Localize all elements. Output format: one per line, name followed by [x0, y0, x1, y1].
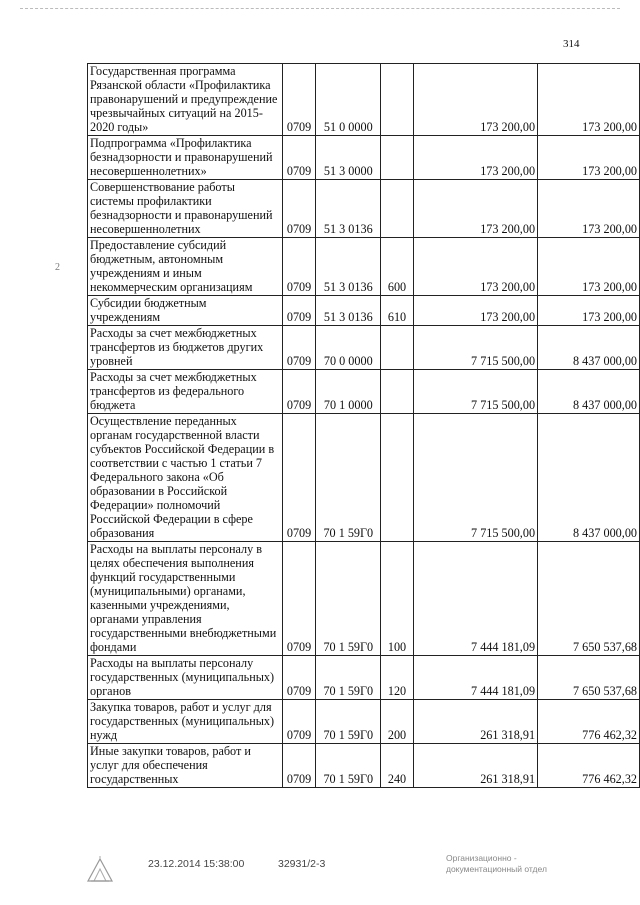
row-name: Государственная программа Рязанской области «Профилактика правонарушений и предупреждение чрезвычайных ситуаций на 2015-2020 годы»: [88, 64, 283, 136]
row-amount-year-2: 173 200,00: [538, 136, 640, 180]
row-target-code: 70 1 59Г0: [316, 414, 381, 542]
row-target-code: 51 0 0000: [316, 64, 381, 136]
emblem-icon: [85, 854, 115, 884]
row-amount-year-1: 7 715 500,00: [413, 370, 537, 414]
row-name: Расходы на выплаты персоналу государственных (муниципальных) органов: [88, 656, 283, 700]
row-section-code: 0709: [282, 136, 316, 180]
row-amount-year-1: 173 200,00: [413, 180, 537, 238]
row-amount-year-2: 173 200,00: [538, 64, 640, 136]
row-name: Субсидии бюджетным учреждениям: [88, 296, 283, 326]
row-section-code: 0709: [282, 370, 316, 414]
row-target-code: 51 3 0136: [316, 238, 381, 296]
row-amount-year-2: 8 437 000,00: [538, 326, 640, 370]
top-scan-border: [20, 8, 620, 9]
row-expense-type: [381, 136, 414, 180]
row-name: Совершенствование работы системы профилактики безнадзорности и правонарушений несовершеннолетних: [88, 180, 283, 238]
row-amount-year-2: 173 200,00: [538, 180, 640, 238]
row-amount-year-1: 261 318,91: [413, 700, 537, 744]
budget-table-body: [88, 64, 640, 788]
row-name: Расходы на выплаты персоналу в целях обеспечения выполнения функций государственными (муниципальными) органами, казенными учреждениями, органами управления государственными внебюджетными фондами: [88, 542, 283, 656]
table-row: [88, 370, 640, 414]
table-row: [88, 326, 640, 370]
row-amount-year-2: 776 462,32: [538, 700, 640, 744]
row-target-code: 70 1 59Г0: [316, 542, 381, 656]
table-row: [88, 180, 640, 238]
row-name: Расходы за счет межбюджетных трансфертов из федерального бюджета: [88, 370, 283, 414]
row-expense-type: 100: [381, 542, 414, 656]
print-timestamp: 23.12.2014 15:38:00: [148, 858, 245, 870]
row-section-code: 0709: [282, 542, 316, 656]
row-amount-year-1: 7 444 181,09: [413, 656, 537, 700]
row-section-code: 0709: [282, 656, 316, 700]
row-section-code: 0709: [282, 700, 316, 744]
row-section-code: 0709: [282, 414, 316, 542]
table-row: [88, 542, 640, 656]
row-amount-year-1: 173 200,00: [413, 136, 537, 180]
table-row: [88, 656, 640, 700]
table-row: [88, 744, 640, 788]
row-amount-year-1: 7 715 500,00: [413, 414, 537, 542]
row-target-code: 70 0 0000: [316, 326, 381, 370]
table-row: [88, 238, 640, 296]
row-amount-year-2: 173 200,00: [538, 238, 640, 296]
row-name: Закупка товаров, работ и услуг для государственных (муниципальных) нужд: [88, 700, 283, 744]
row-amount-year-1: 7 715 500,00: [413, 326, 537, 370]
row-target-code: 51 3 0136: [316, 296, 381, 326]
row-section-code: 0709: [282, 64, 316, 136]
row-name: Расходы за счет межбюджетных трансфертов из бюджетов других уровней: [88, 326, 283, 370]
row-amount-year-2: 776 462,32: [538, 744, 640, 788]
row-amount-year-2: 7 650 537,68: [538, 542, 640, 656]
row-amount-year-1: 173 200,00: [413, 64, 537, 136]
document-number: 32931/2-3: [278, 858, 326, 870]
row-expense-type: [381, 180, 414, 238]
row-target-code: 70 1 59Г0: [316, 656, 381, 700]
margin-mark: 2: [55, 262, 60, 273]
row-target-code: 70 1 59Г0: [316, 744, 381, 788]
row-name: Иные закупки товаров, работ и услуг для обеспечения государственных: [88, 744, 283, 788]
row-amount-year-2: 8 437 000,00: [538, 414, 640, 542]
row-name: Осуществление переданных органам государственной власти субъектов Российской Федерации в соответствии с частью 1 статьи 7 Федерального закона «Об образовании в Российской Федерации» полномочий Российской Федерации в сфере образования: [88, 414, 283, 542]
page-number: 314: [563, 38, 580, 50]
row-expense-type: [381, 370, 414, 414]
budget-table: [87, 63, 640, 788]
page-footer: [0, 850, 640, 905]
row-target-code: 51 3 0000: [316, 136, 381, 180]
row-expense-type: [381, 326, 414, 370]
row-target-code: 70 1 0000: [316, 370, 381, 414]
table-row: [88, 414, 640, 542]
row-amount-year-1: 173 200,00: [413, 296, 537, 326]
row-amount-year-1: 261 318,91: [413, 744, 537, 788]
department-stamp-line-1: Организационно -: [446, 853, 517, 863]
row-expense-type: 120: [381, 656, 414, 700]
row-target-code: 70 1 59Г0: [316, 700, 381, 744]
row-amount-year-1: 173 200,00: [413, 238, 537, 296]
row-amount-year-2: 173 200,00: [538, 296, 640, 326]
row-expense-type: 610: [381, 296, 414, 326]
row-target-code: 51 3 0136: [316, 180, 381, 238]
row-section-code: 0709: [282, 238, 316, 296]
row-expense-type: [381, 414, 414, 542]
row-section-code: 0709: [282, 296, 316, 326]
row-expense-type: 240: [381, 744, 414, 788]
department-stamp-line-2: документационный отдел: [446, 864, 547, 874]
row-expense-type: [381, 64, 414, 136]
row-name: Предоставление субсидий бюджетным, автономным учреждениям и иным некоммерческим организациям: [88, 238, 283, 296]
row-name: Подпрограмма «Профилактика безнадзорности и правонарушений несовершеннолетних»: [88, 136, 283, 180]
row-amount-year-1: 7 444 181,09: [413, 542, 537, 656]
table-row: [88, 136, 640, 180]
table-row: [88, 64, 640, 136]
table-row: [88, 296, 640, 326]
row-section-code: 0709: [282, 744, 316, 788]
row-expense-type: 200: [381, 700, 414, 744]
row-section-code: 0709: [282, 180, 316, 238]
row-section-code: 0709: [282, 326, 316, 370]
table-row: [88, 700, 640, 744]
row-expense-type: 600: [381, 238, 414, 296]
row-amount-year-2: 7 650 537,68: [538, 656, 640, 700]
row-amount-year-2: 8 437 000,00: [538, 370, 640, 414]
